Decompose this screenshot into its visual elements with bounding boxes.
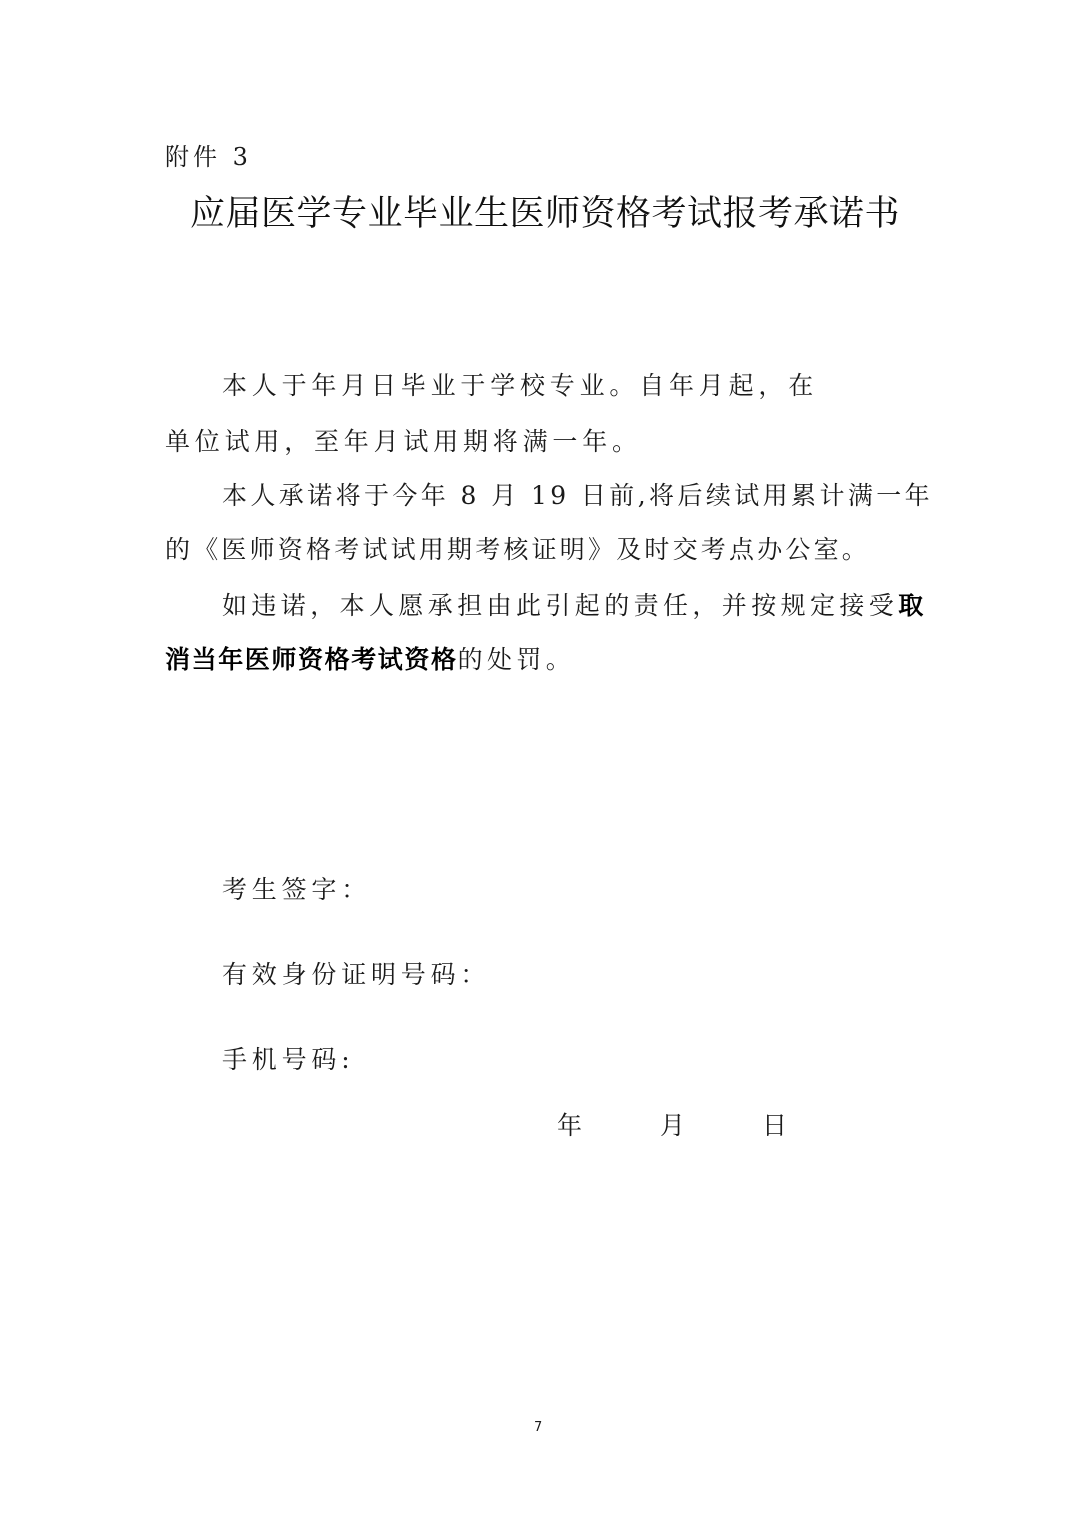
paragraph-3-line-2 — [165, 640, 575, 676]
attachment-label: 附件 3 — [165, 143, 252, 171]
paragraph-1-line-2: 单位试用，至年月试用期将满一年。 — [165, 427, 642, 456]
signature-label: 考生签字： — [222, 875, 372, 904]
date-year-label: 年 — [557, 1111, 583, 1140]
paragraph-2-line-2: 的《医师资格考试试用期考核证明》及时交考点办公室。 — [165, 535, 871, 564]
paragraph-3-line-1-text: 如违诺，本人愿承担由此引起的责任，并按规定接受 — [222, 591, 899, 620]
phone-number-label: 手机号码: — [222, 1045, 355, 1074]
paragraph-2-line-1: 本人承诺将于今年 8 月 19 日前,将后续试用累计满一年 — [222, 481, 934, 510]
paragraph-1-line-1: 本人于年月日毕业于学校专业。自年月起，在 — [222, 371, 819, 400]
paragraph-3-emphasis-end: 消当年医师资格考试资格 — [165, 645, 458, 674]
date-day-label: 日 — [762, 1111, 788, 1140]
id-number-label: 有效身份证明号码： — [222, 960, 491, 989]
page-title: 应届医学专业毕业生医师资格考试报考承诺书 — [190, 194, 901, 234]
paragraph-3-emphasis-start: 取 — [898, 591, 928, 620]
paragraph-3-line-1 — [222, 586, 928, 622]
paragraph-3-line-2-text: 的处罚。 — [457, 645, 576, 674]
date-month-label: 月 — [660, 1111, 686, 1140]
page-number: 7 — [534, 1420, 543, 1435]
